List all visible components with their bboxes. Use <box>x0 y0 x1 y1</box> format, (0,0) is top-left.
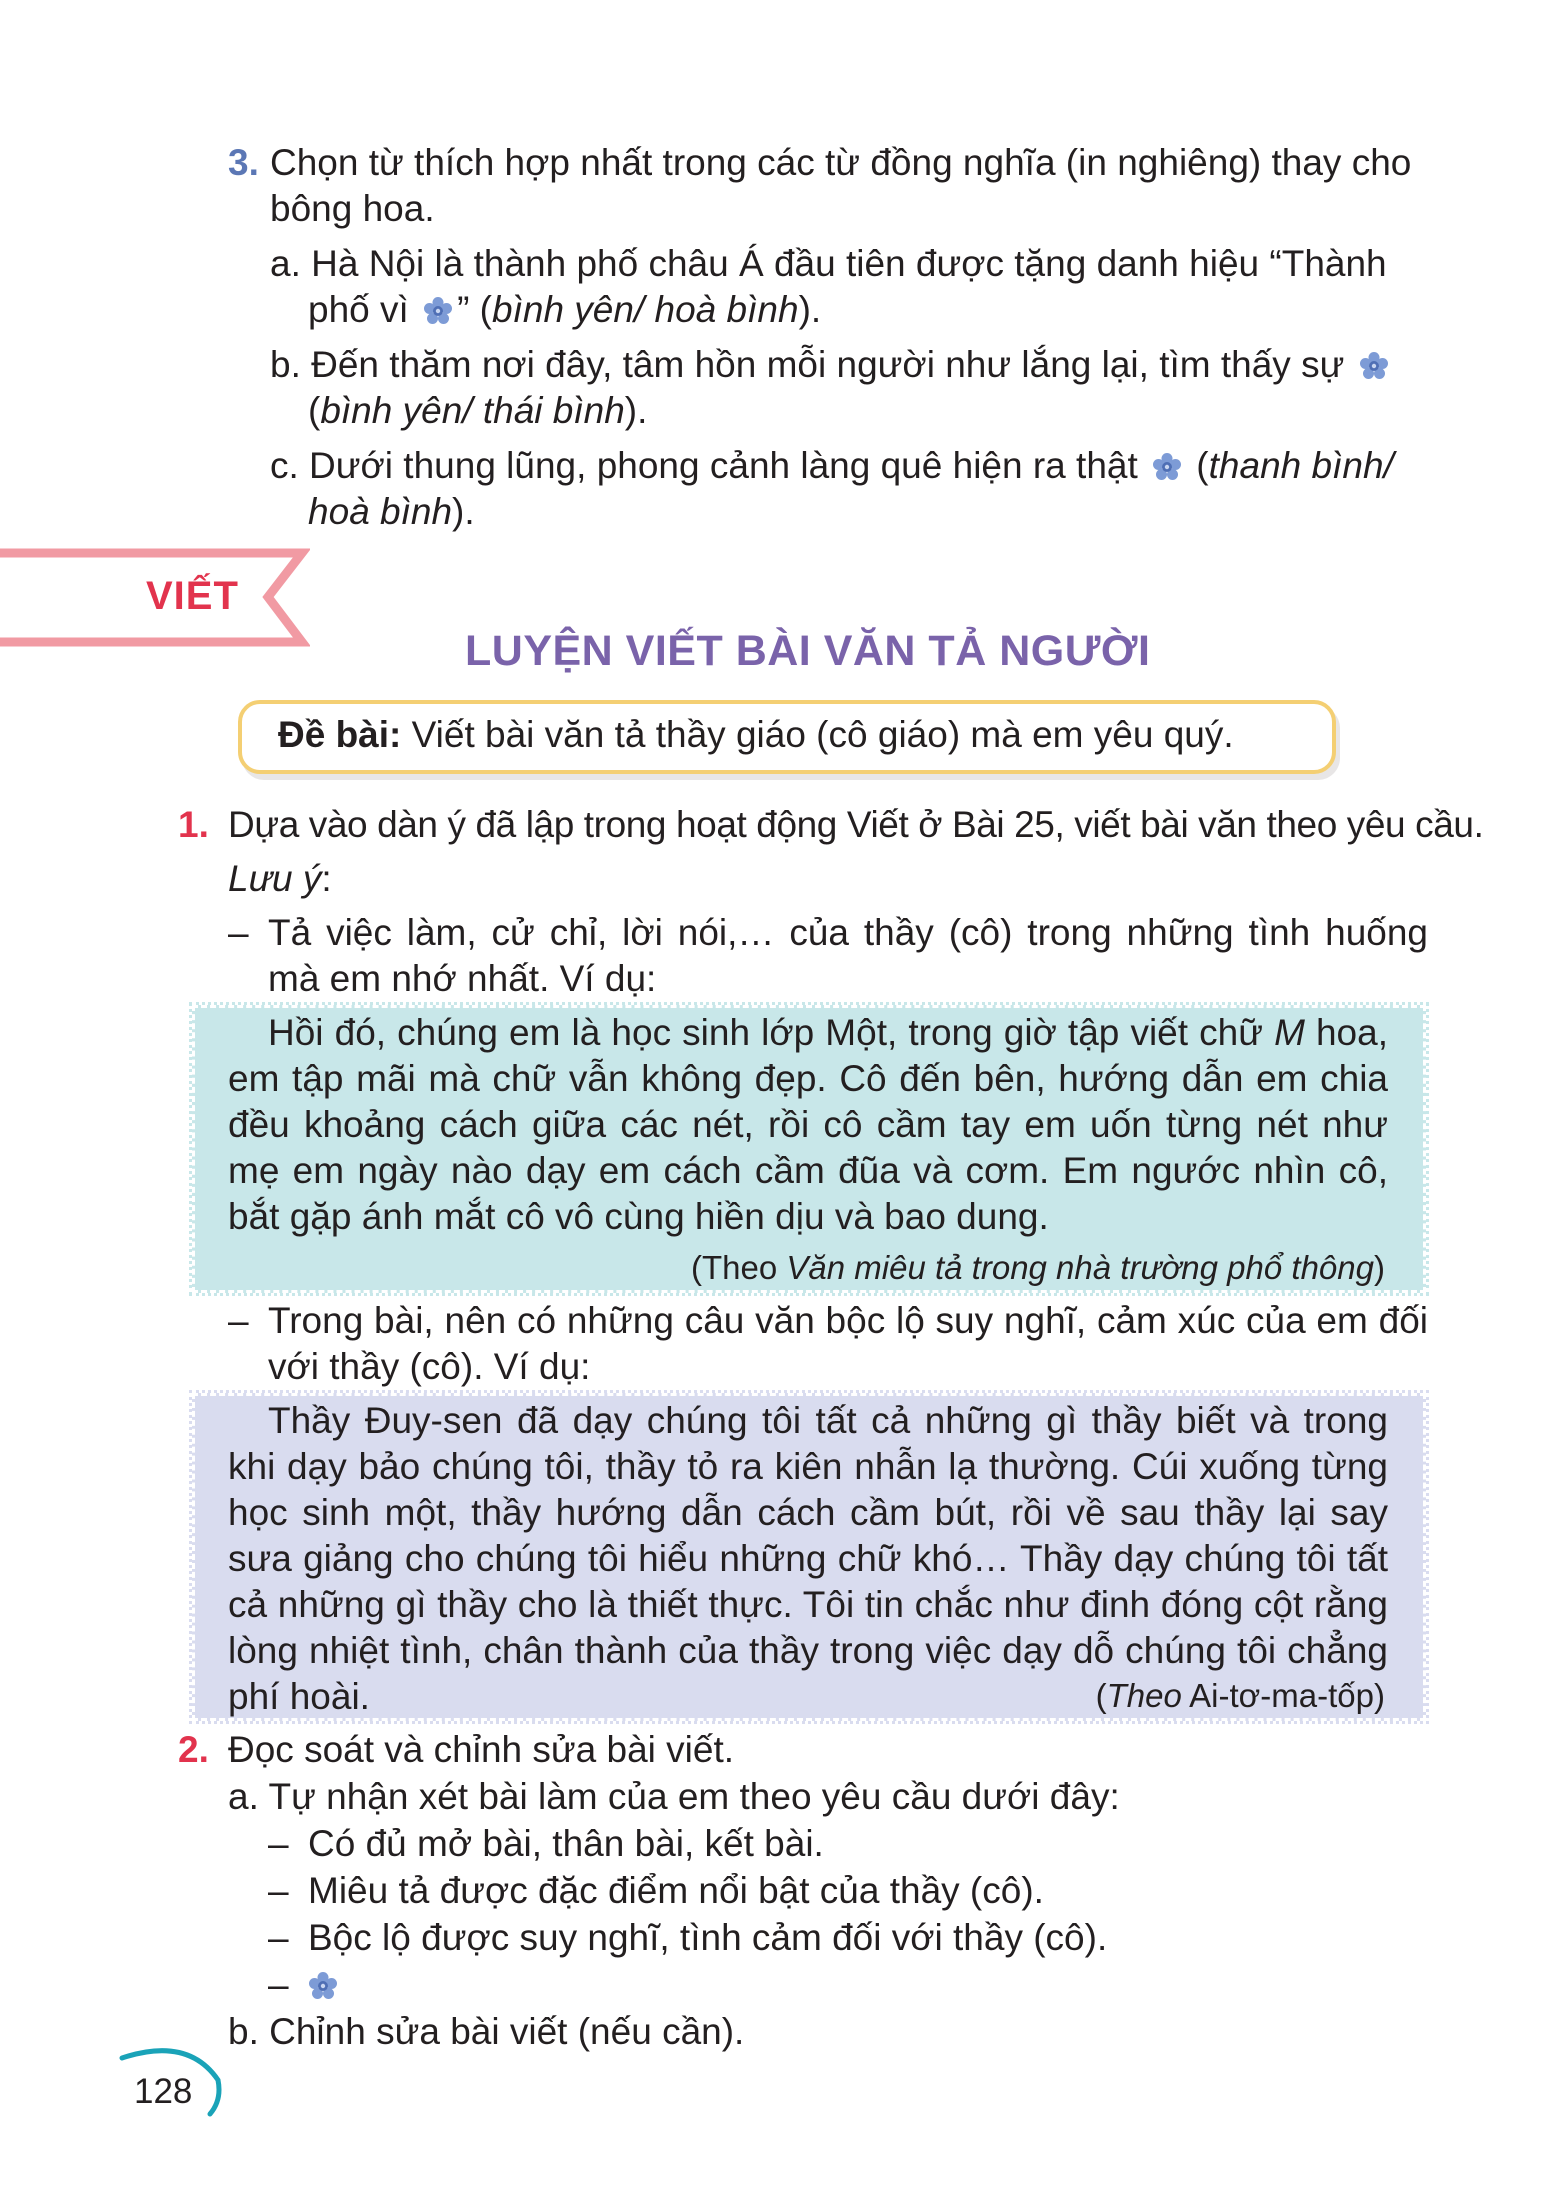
exercise-3-c: c. Dưới thung lũng, phong cảnh làng quê hiện ra thật (thanh bình/ hoà bình). <box>270 445 1394 532</box>
bullet-1-text: Tả việc làm, cử chỉ, lời nói,… của thầy (cô) trong những tình huống mà em nhớ nhất. Ví dụ: <box>268 912 1428 999</box>
exercise-number: 2. <box>178 1729 209 1770</box>
checklist-item: – Có đủ mở bài, thân bài, kết bài. <box>268 1823 824 1864</box>
bullet-2-text: Trong bài, nên có những câu văn bộc lộ suy nghĩ, cảm xúc của em đối với thầy (cô). Ví dụ: <box>268 1300 1428 1387</box>
exercise-2-a: a. Tự nhận xét bài làm của em theo yêu cầu dưới đây: <box>228 1776 1120 1817</box>
assignment-text: Đề bài: Viết bài văn tả thầy giáo (cô giáo) mà em yêu quý. <box>278 714 1234 755</box>
exercise-1-prompt <box>178 802 1484 848</box>
exercise-2 <box>178 1727 1438 2055</box>
quote-2-source: (Theo Ai-tơ-ma-tốp) <box>1095 1677 1385 1714</box>
exercise-3-a: a. Hà Nội là thành phố châu Á đầu tiên được tặng danh hiệu “Thành phố vì ” (bình yên/ hoà bình). <box>270 243 1387 330</box>
bullet-2: – Trong bài, nên có những câu văn bộc lộ suy nghĩ, cảm xúc của em đối với thầy (cô). Ví dụ: <box>228 1298 1428 1390</box>
exercise-2-b: b. Chỉnh sửa bài viết (nếu cần). <box>228 2011 745 2052</box>
checklist-item: – Bộc lộ được suy nghĩ, tình cảm đối với thầy (cô). <box>268 1917 1108 1958</box>
quote-2-text: Thầy Đuy-sen đã dạy chúng tôi tất cả những gì thầy biết và trong khi dạy bảo chúng tôi, thầy tỏ ra kiên nhẫn lạ thường. Cúi xuống từng học sinh một, thầy hướng dẫn cách cầm bút, rồi về sau thầy lại say sưa giảng cho chúng tôi hiểu những chữ khó… Thầy dạy chúng tôi tất cả những gì thầy cho là thiết thực. Tôi tin chắc như đinh đóng cột rằng lòng nhiệt tình, chân thành của thầy trong việc dạy dỗ chúng tôi chẳng phí hoài. <box>228 1400 1388 1717</box>
exercise-1-text: Dựa vào dàn ý đã lập trong hoạt động Viết ở Bài 25, viết bài văn theo yêu cầu. <box>228 804 1484 845</box>
page-number: 128 <box>134 2072 193 2111</box>
exercise-2-text: Đọc soát và chỉnh sửa bài viết. <box>228 1729 735 1770</box>
flower-icon <box>308 1971 338 2001</box>
exercise-3-prompt <box>228 140 1428 232</box>
exercise-3-b: b. Đến thăm nơi đây, tâm hồn mỗi người như lắng lại, tìm thấy sự (bình yên/ thái bình). <box>228 342 1428 434</box>
lesson-title: LUYỆN VIẾT BÀI VĂN TẢ NGƯỜI <box>465 627 1151 675</box>
quote-1-text: Hồi đó, chúng em là học sinh lớp Một, trong giờ tập viết chữ M hoa, em tập mãi mà chữ vẫn không đẹp. Cô đến bên, hướng dẫn em chia đều khoảng cách giữa các nét, rồi cô cầm tay em uốn từng nét như mẹ em ngày nào dạy em cách cầm đũa và cơm. Em ngước nhìn cô, bắt gặp ánh mắt cô vô cùng hiền dịu và bao dung. <box>228 1012 1388 1237</box>
checklist-item: – Miêu tả được đặc điểm nổi bật của thầy (cô). <box>268 1870 1044 1911</box>
flower-icon <box>423 296 453 326</box>
exercise-3 <box>228 140 1428 535</box>
exercise-number: 1. <box>178 804 209 845</box>
exercise-2-prompt <box>178 1727 1438 1773</box>
flower-icon <box>1152 452 1182 482</box>
flower-icon <box>1359 351 1389 381</box>
section-tag: VIẾT <box>146 574 239 618</box>
note-label: Lưu ý: <box>228 858 332 899</box>
checklist <box>178 1821 1438 2008</box>
checklist-item: – <box>268 1962 1438 2008</box>
quote-1-source: (Theo Văn miêu tả trong nhà trường phổ thông) <box>691 1249 1385 1286</box>
bullet-1: – Tả việc làm, cử chỉ, lời nói,… của thầy (cô) trong những tình huống mà em nhớ nhất. Ví dụ: <box>228 910 1428 1002</box>
exercise-3-text: Chọn từ thích hợp nhất trong các từ đồng nghĩa (in nghiêng) thay cho bông hoa. <box>270 142 1412 229</box>
exercise-number: 3. <box>228 142 259 183</box>
